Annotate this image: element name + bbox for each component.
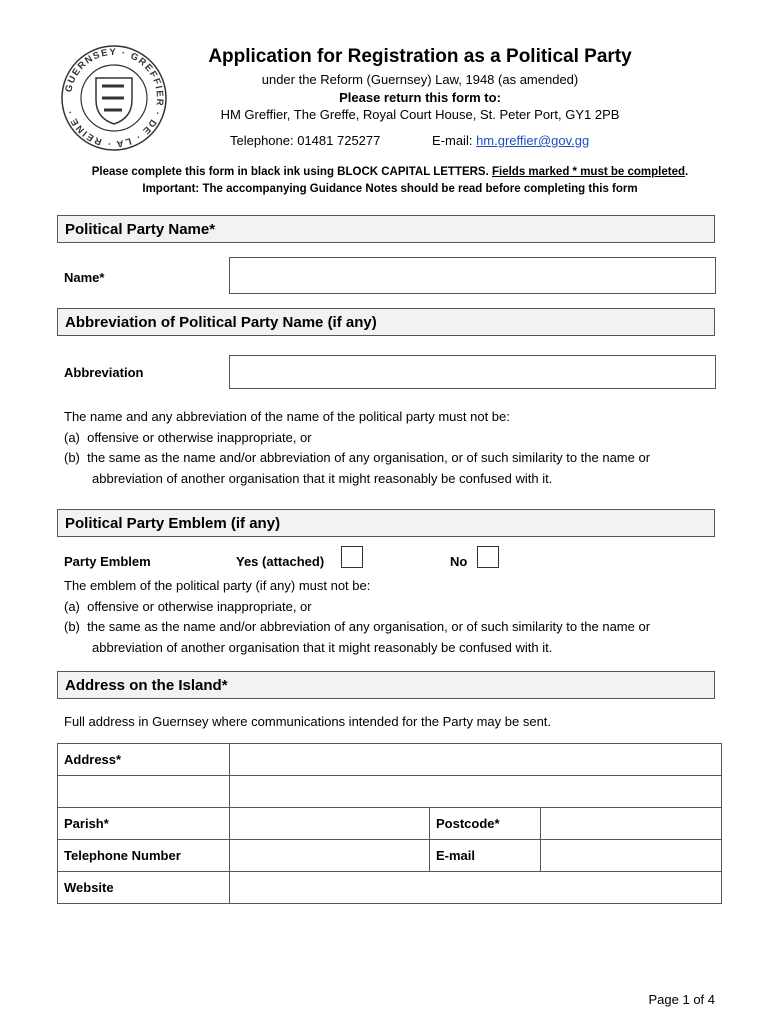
telephone-text: Telephone: 01481 725277 <box>230 133 381 148</box>
emblem-rule-b: (b) the same as the name and/or abbreviation of any organisation, or of such similarity to the name or abbreviation of another organisation that it might reasonably be confused with it. <box>64 619 651 655</box>
section-emblem: Political Party Emblem (if any) <box>57 509 715 537</box>
emblem-rule-a: (a) offensive or otherwise inappropriate, or <box>64 598 312 614</box>
parish-label: Parish* <box>58 808 230 840</box>
instructions-period: . <box>685 166 689 178</box>
postcode-input[interactable] <box>541 808 722 840</box>
svg-text:GUERNSEY · GREFFIER · DE · LA: GUERNSEY · GREFFIER · DE · LA · REINE · <box>63 46 166 150</box>
abbreviation-rule-a: (a) offensive or otherwise inappropriate, or <box>64 429 312 445</box>
email-input[interactable] <box>541 840 722 872</box>
required-fields-note: Fields marked * must be completed <box>492 166 686 178</box>
section-party-name: Political Party Name* <box>57 215 715 243</box>
abbreviation-rules <box>64 407 720 489</box>
email-line <box>432 133 589 148</box>
emblem-rules <box>64 576 720 658</box>
emblem-no-label: No <box>450 554 468 569</box>
emblem-yes-label: Yes (attached) <box>236 554 325 569</box>
abbreviation-rules-intro: The name and any abbreviation of the name of the political party must not be: <box>64 409 510 424</box>
telephone-input[interactable] <box>230 840 430 872</box>
email-label: E-mail: <box>432 133 473 148</box>
address-table <box>57 743 722 904</box>
instructions-line-1 <box>40 166 740 178</box>
instructions-text: Please complete this form in black ink using BLOCK CAPITAL LETTERS. <box>91 166 489 178</box>
website-label: Website <box>58 872 230 904</box>
address-input-line-2[interactable] <box>230 776 722 808</box>
address-description: Full address in Guernsey where communications intended for the Party may be sent. <box>64 714 552 729</box>
abbreviation-input[interactable] <box>229 355 716 389</box>
emblem-rules-intro: The emblem of the political party (if any) must not be: <box>64 578 371 593</box>
greffier-seal-logo <box>60 44 168 152</box>
section-abbreviation: Abbreviation of Political Party Name (if any) <box>57 308 715 336</box>
abbreviation-label: Abbreviation <box>64 365 144 380</box>
email-link[interactable]: hm.greffier@gov.gg <box>476 133 590 148</box>
name-label: Name* <box>64 270 105 285</box>
form-title: Application for Registration as a Political Party <box>208 46 632 67</box>
postcode-label: Postcode* <box>430 808 541 840</box>
address-label: Address* <box>58 744 230 776</box>
party-emblem-label: Party Emblem <box>64 554 151 569</box>
website-input[interactable] <box>230 872 722 904</box>
instructions-line-2: Important: The accompanying Guidance Notes should be read before completing this form <box>142 183 638 195</box>
emblem-no-checkbox[interactable] <box>477 546 499 568</box>
emblem-yes-checkbox[interactable] <box>341 546 363 568</box>
abbreviation-rule-b: (b) the same as the name and/or abbreviation of any organisation, or of such similarity to the name or abbreviation of another organisation that it might reasonably be confused with it. <box>64 450 651 486</box>
section-address: Address on the Island* <box>57 671 715 699</box>
email-field-label: E-mail <box>430 840 541 872</box>
return-label: Please return this form to: <box>339 90 501 105</box>
form-subtitle: under the Reform (Guernsey) Law, 1948 (as amended) <box>261 72 579 87</box>
address-input-line-1[interactable] <box>230 744 722 776</box>
party-name-input[interactable] <box>229 257 716 294</box>
greffe-address: HM Greffier, The Greffe, Royal Court House, St. Peter Port, GY1 2PB <box>220 107 620 122</box>
page-number: Page 1 of 4 <box>648 992 715 1007</box>
parish-input[interactable] <box>230 808 430 840</box>
address-label-blank <box>58 776 230 808</box>
telephone-label: Telephone Number <box>58 840 230 872</box>
